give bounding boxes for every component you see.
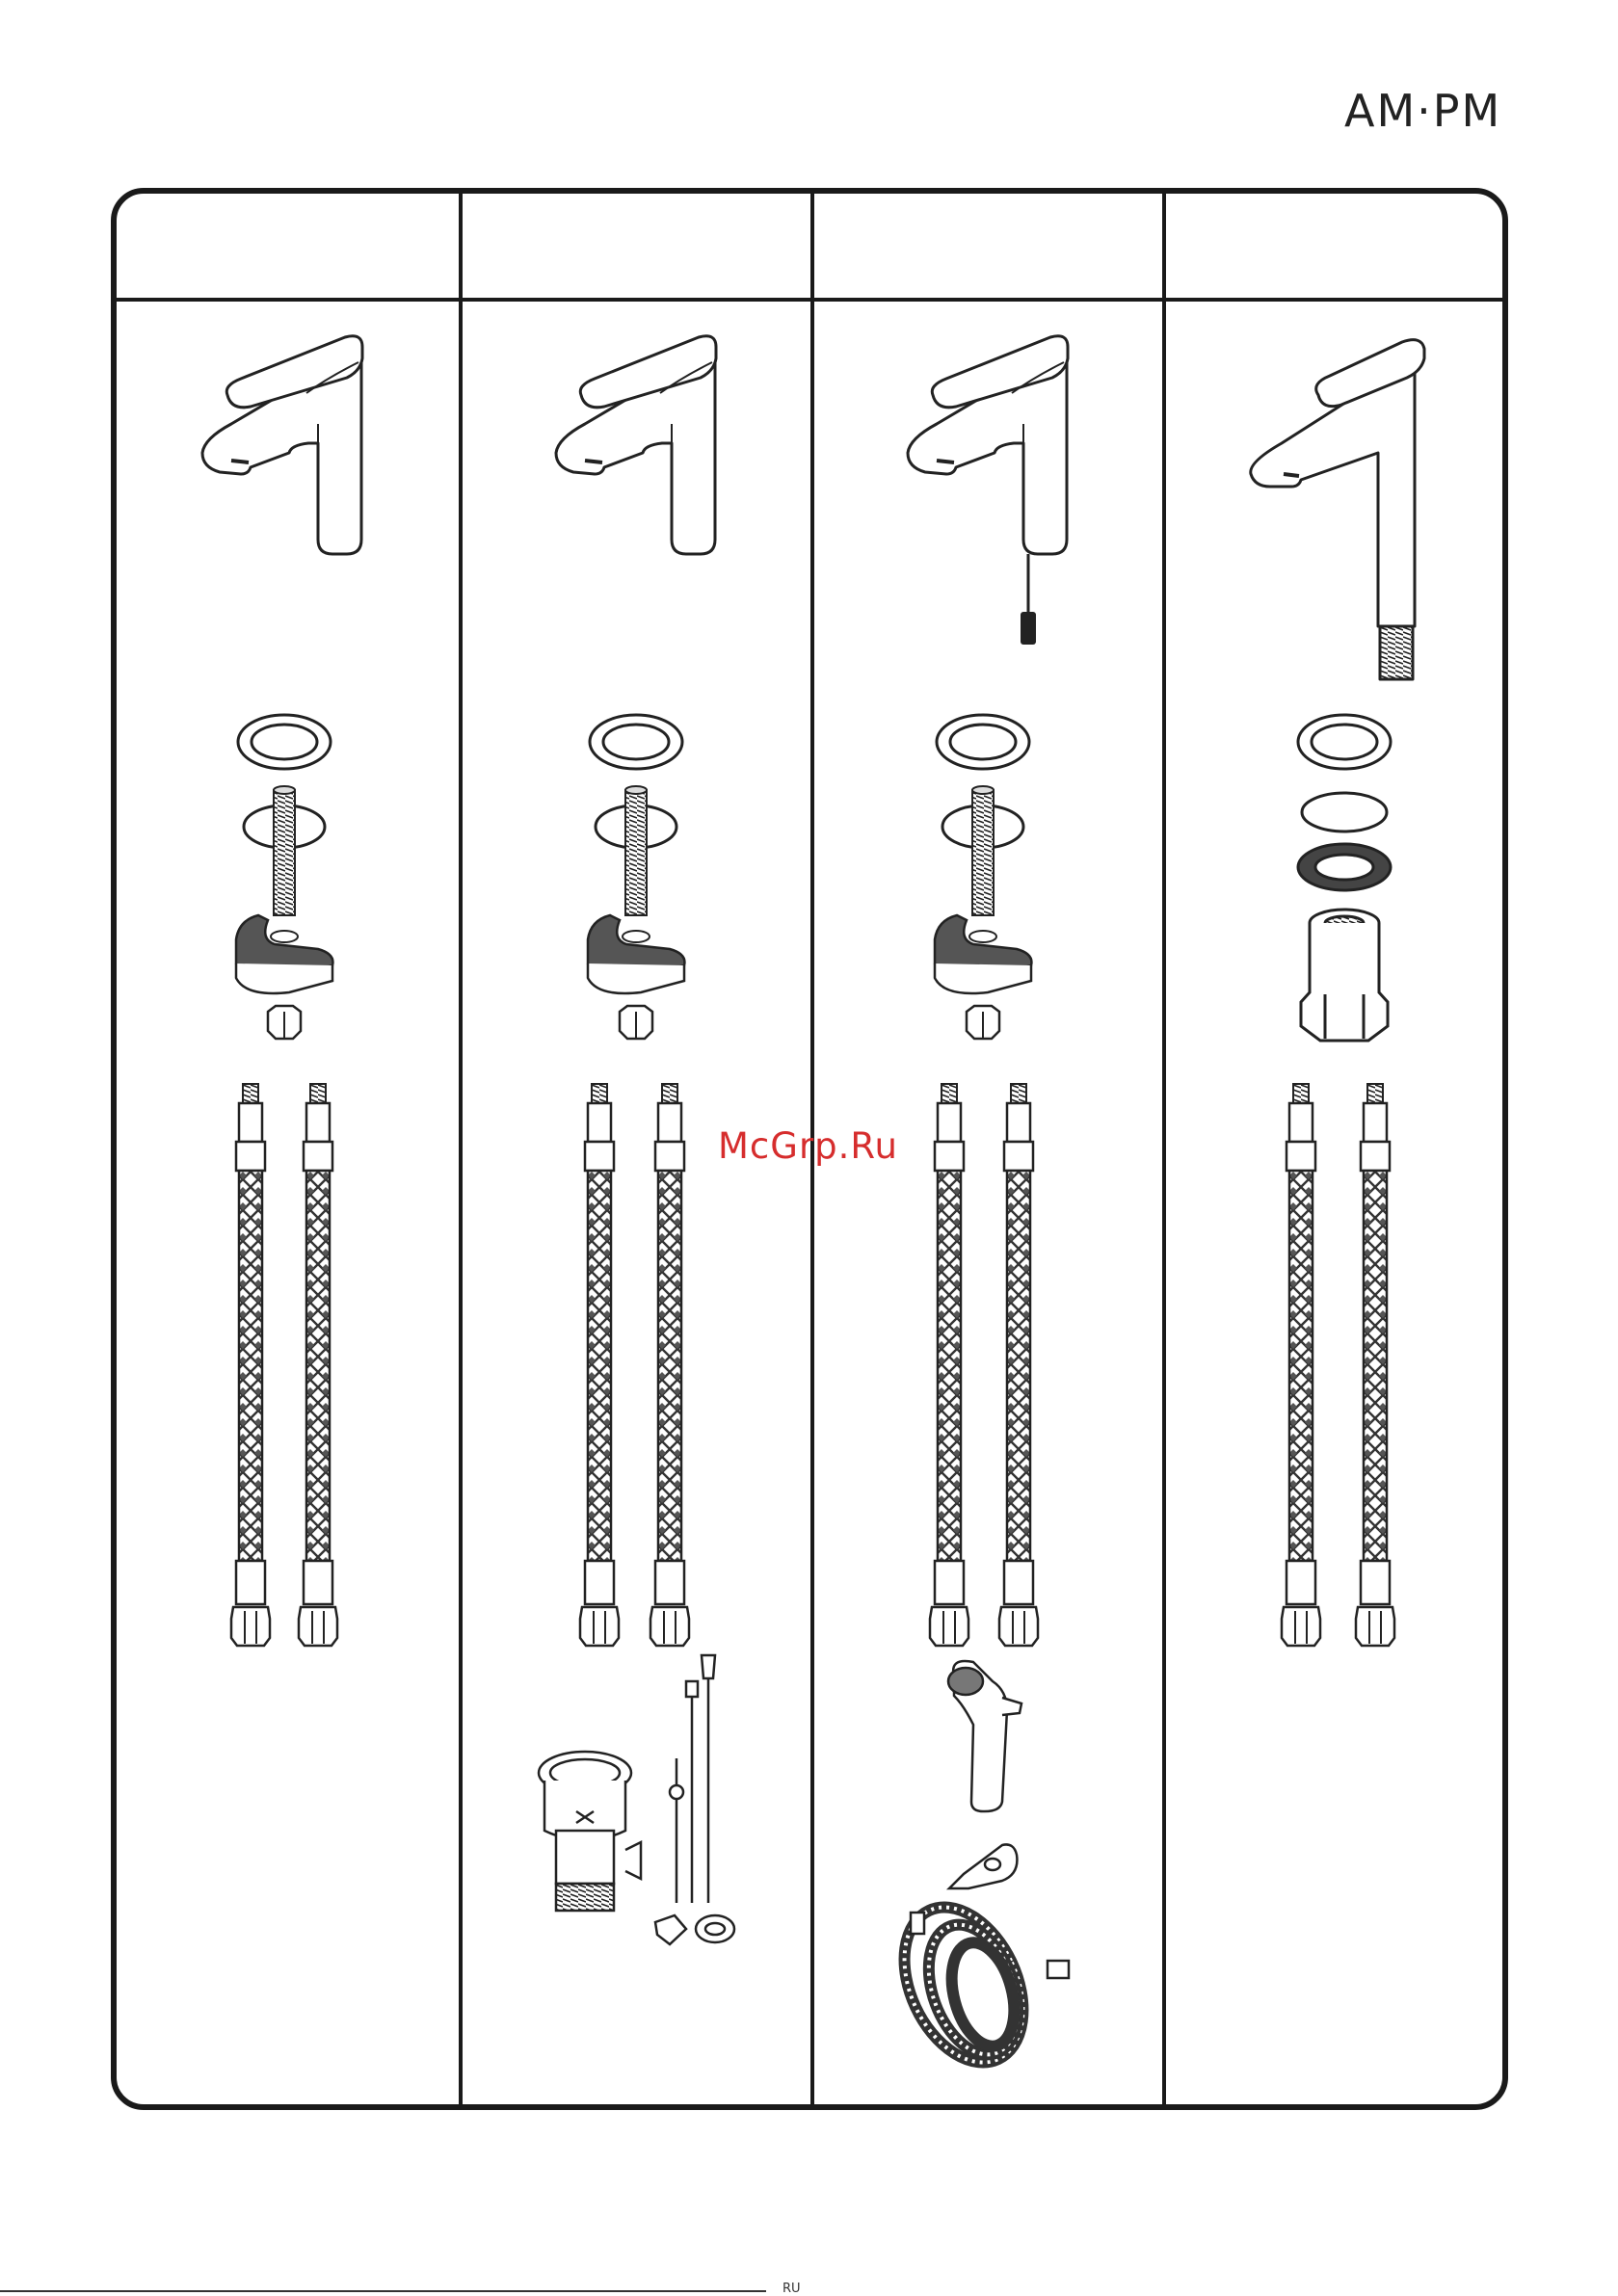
flex-hoses-icon xyxy=(1282,1084,1394,1646)
flex-hoses-icon xyxy=(231,1084,337,1646)
drain-valve-icon xyxy=(539,1655,734,1944)
footer-rule xyxy=(0,2290,766,2292)
faucet-icon xyxy=(556,336,716,554)
mounting-kit-icon xyxy=(935,715,1031,1039)
footer-language: RU xyxy=(782,2282,801,2296)
faucet-icon xyxy=(908,336,1068,645)
hygienic-shower-icon xyxy=(881,1661,1069,2081)
watermark: McGrp.Ru xyxy=(718,1125,898,1167)
flex-hoses-icon xyxy=(580,1084,689,1646)
mounting-kit-icon xyxy=(1298,715,1391,1041)
mounting-kit-icon xyxy=(588,715,684,1039)
flex-hoses-icon xyxy=(930,1084,1038,1646)
mounting-kit-icon xyxy=(236,715,332,1039)
faucet-icon xyxy=(202,336,362,554)
tall-faucet-icon xyxy=(1251,340,1424,679)
brand-logo: AM·PM xyxy=(1344,85,1502,137)
